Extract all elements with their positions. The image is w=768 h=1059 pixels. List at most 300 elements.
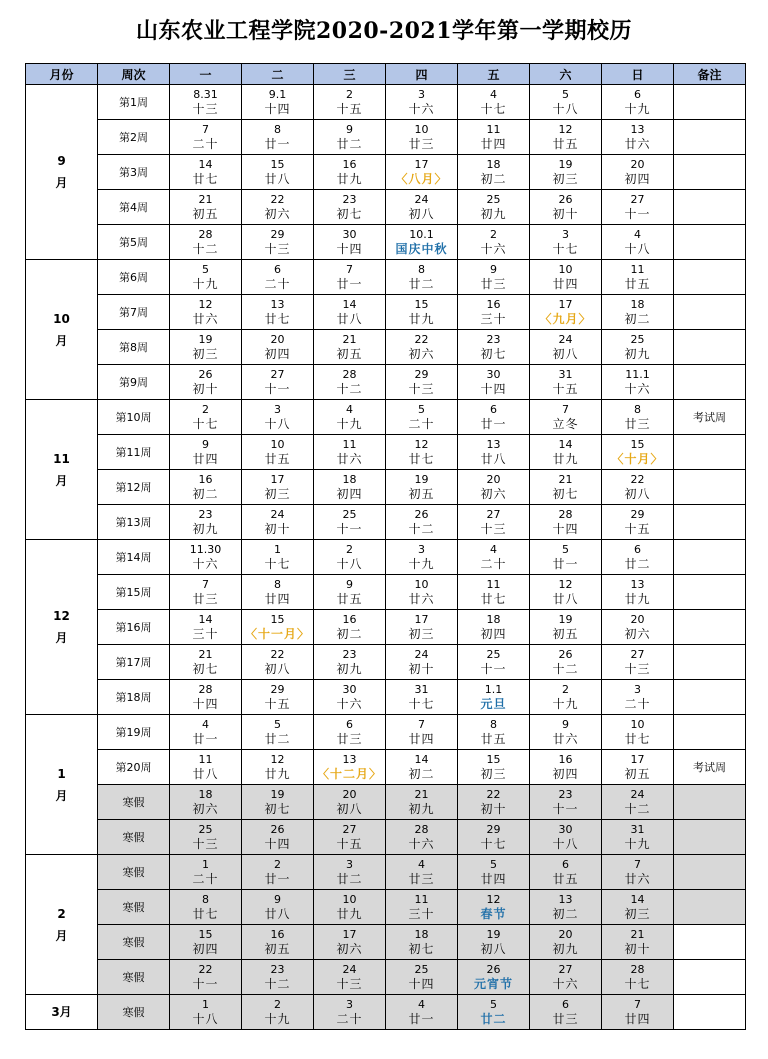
lunar-date: 初九 [624, 347, 651, 361]
day-date: 30 [342, 228, 357, 241]
day-date: 7 [634, 858, 641, 871]
lunar-date: 廿五 [264, 452, 291, 466]
lunar-date: 二十 [408, 417, 435, 431]
note-cell: 考试周 [674, 750, 746, 785]
note-cell [674, 610, 746, 645]
day-date: 19 [558, 613, 573, 626]
lunar-date: 廿四 [552, 277, 579, 291]
day-cell [602, 995, 674, 1030]
day-date: 26 [558, 193, 573, 206]
month-label: 10 [53, 311, 70, 326]
lunar-date: 初五 [192, 207, 219, 221]
lunar-date: 廿三 [624, 417, 651, 431]
lunar-date: 廿五 [480, 732, 507, 746]
day-date: 31 [630, 823, 645, 836]
day-cell [458, 540, 530, 575]
day-cell [530, 855, 602, 890]
day-cell [530, 155, 602, 190]
lunar-date: 廿六 [192, 312, 219, 326]
week-label: 第13周 [98, 505, 170, 540]
day-cell [530, 330, 602, 365]
day-cell [314, 925, 386, 960]
lunar-date: 十九 [336, 417, 363, 431]
week-row [26, 295, 746, 330]
festival-label: 国庆中秋 [395, 242, 448, 256]
day-date: 19 [414, 473, 429, 486]
lunar-date: 初五 [624, 767, 651, 781]
day-date: 7 [202, 123, 209, 136]
note-cell [674, 85, 746, 120]
day-date: 9 [202, 438, 209, 451]
day-date: 18 [486, 158, 501, 171]
day-cell [242, 890, 314, 925]
lunar-date: 初七 [408, 942, 435, 956]
lunar-date: 十二 [624, 802, 651, 816]
day-cell [530, 190, 602, 225]
lunar-date: 廿七 [408, 452, 435, 466]
day-date: 30 [342, 683, 357, 696]
day-cell [170, 680, 242, 715]
day-cell [242, 365, 314, 400]
lunar-date: 三十 [480, 312, 507, 326]
day-date: 15 [270, 613, 285, 626]
day-cell [242, 260, 314, 295]
lunar-date: 十二 [408, 522, 435, 536]
lunar-date: 廿三 [192, 592, 219, 606]
header-thu: 四 [386, 64, 458, 85]
day-date: 19 [558, 158, 573, 171]
day-cell [386, 750, 458, 785]
day-date: 8.31 [193, 88, 218, 101]
lunar-date: 初四 [192, 942, 219, 956]
day-date: 2 [274, 858, 281, 871]
lunar-date: 廿七 [480, 592, 507, 606]
day-cell [314, 855, 386, 890]
day-cell [170, 540, 242, 575]
day-date: 14 [198, 613, 213, 626]
week-row [26, 855, 746, 890]
day-cell [458, 890, 530, 925]
day-date: 29 [486, 823, 501, 836]
note-cell [674, 715, 746, 750]
day-cell [314, 400, 386, 435]
day-date: 10 [414, 123, 429, 136]
lunar-date: 二十 [480, 557, 507, 571]
lunar-date: 十一 [192, 977, 219, 991]
month-cell [26, 715, 98, 855]
day-date: 15 [198, 928, 213, 941]
day-cell [458, 960, 530, 995]
day-cell [170, 330, 242, 365]
lunar-date: 十一 [336, 522, 363, 536]
day-cell [242, 435, 314, 470]
day-date: 26 [558, 648, 573, 661]
lunar-date: 十七 [408, 697, 435, 711]
day-date: 12 [414, 438, 429, 451]
month-label: 月 [55, 333, 68, 348]
day-date: 4 [418, 998, 425, 1011]
day-cell [602, 785, 674, 820]
lunar-date: 十七 [624, 977, 651, 991]
day-date: 23 [486, 333, 501, 346]
day-cell [458, 995, 530, 1030]
lunar-month-label: 〈十二月〉 [316, 767, 382, 781]
month-label: 月 [55, 928, 68, 943]
day-date: 18 [630, 298, 645, 311]
day-date: 17 [630, 753, 645, 766]
month-label: 月 [55, 176, 68, 190]
lunar-date: 初三 [192, 347, 219, 361]
day-cell [458, 260, 530, 295]
lunar-date: 十四 [264, 837, 291, 851]
lunar-date: 十三 [264, 242, 291, 256]
week-label: 第18周 [98, 680, 170, 715]
day-date: 11 [486, 578, 501, 591]
note-cell [674, 225, 746, 260]
lunar-date: 廿四 [480, 872, 507, 886]
week-row [26, 610, 746, 645]
day-date: 9 [346, 123, 353, 136]
day-date: 27 [342, 823, 357, 836]
day-date: 6 [562, 998, 569, 1011]
day-cell [458, 365, 530, 400]
lunar-date: 十六 [624, 382, 651, 396]
lunar-date: 二十 [624, 697, 651, 711]
day-date: 10 [342, 893, 357, 906]
lunar-date: 初三 [480, 767, 507, 781]
week-label: 第10周 [98, 400, 170, 435]
day-cell [602, 365, 674, 400]
lunar-date: 十三 [624, 662, 651, 676]
lunar-date: 初八 [336, 802, 363, 816]
day-cell [386, 855, 458, 890]
day-cell [530, 680, 602, 715]
lunar-date: 十九 [408, 557, 435, 571]
day-cell [458, 505, 530, 540]
day-cell [242, 225, 314, 260]
lunar-date: 廿八 [336, 312, 363, 326]
day-cell [530, 575, 602, 610]
day-date: 6 [346, 718, 353, 731]
day-date: 3 [346, 858, 353, 871]
day-cell [386, 120, 458, 155]
day-cell [170, 890, 242, 925]
day-date: 2 [346, 88, 353, 101]
week-label: 第11周 [98, 435, 170, 470]
lunar-date: 廿七 [192, 172, 219, 186]
day-cell [602, 575, 674, 610]
note-cell [674, 540, 746, 575]
day-date: 20 [558, 928, 573, 941]
header-month: 月份 [26, 64, 98, 85]
week-row [26, 120, 746, 155]
day-cell [386, 715, 458, 750]
day-date: 8 [202, 893, 209, 906]
lunar-date: 十六 [192, 557, 219, 571]
week-row [26, 400, 746, 435]
day-cell [170, 260, 242, 295]
day-date: 23 [270, 963, 285, 976]
day-date: 9.1 [268, 88, 287, 101]
page-title: 山东农业工程学院2020-2021学年第一学期校历 [135, 18, 633, 44]
day-cell [314, 470, 386, 505]
week-row [26, 925, 746, 960]
note-cell [674, 960, 746, 995]
day-date: 20 [630, 613, 645, 626]
day-date: 3 [634, 683, 641, 696]
day-date: 27 [558, 963, 573, 976]
day-cell [314, 540, 386, 575]
week-label: 第5周 [98, 225, 170, 260]
day-cell [170, 120, 242, 155]
day-cell [458, 120, 530, 155]
day-cell [170, 820, 242, 855]
lunar-date: 廿九 [264, 767, 291, 781]
day-cell [242, 575, 314, 610]
header-note: 备注 [674, 64, 746, 85]
day-cell [458, 295, 530, 330]
lunar-date: 廿八 [192, 767, 219, 781]
day-cell [458, 225, 530, 260]
day-date: 1 [274, 543, 281, 556]
week-row [26, 155, 746, 190]
week-label: 第20周 [98, 750, 170, 785]
day-cell [602, 645, 674, 680]
day-date: 22 [414, 333, 429, 346]
day-cell [458, 610, 530, 645]
day-date: 24 [270, 508, 285, 521]
week-row [26, 330, 746, 365]
day-cell [242, 750, 314, 785]
lunar-date: 三十 [408, 907, 435, 921]
lunar-date: 初四 [480, 627, 507, 641]
day-cell [386, 785, 458, 820]
lunar-date: 十二 [552, 662, 579, 676]
day-cell [170, 435, 242, 470]
lunar-date: 初四 [336, 487, 363, 501]
lunar-date: 十四 [552, 522, 579, 536]
day-date: 28 [630, 963, 645, 976]
day-cell [386, 680, 458, 715]
day-date: 10 [414, 578, 429, 591]
lunar-date: 十二 [264, 977, 291, 991]
day-cell [242, 680, 314, 715]
day-date: 30 [486, 368, 501, 381]
day-cell [242, 715, 314, 750]
lunar-date: 廿七 [192, 907, 219, 921]
week-label: 第9周 [98, 365, 170, 400]
lunar-month-label: 〈十一月〉 [244, 627, 310, 641]
lunar-date: 廿五 [552, 872, 579, 886]
header-sun: 日 [602, 64, 674, 85]
day-date: 25 [486, 193, 501, 206]
day-date: 7 [634, 998, 641, 1011]
lunar-date: 廿六 [624, 872, 651, 886]
day-date: 9 [346, 578, 353, 591]
day-cell [602, 610, 674, 645]
day-date: 12 [558, 123, 573, 136]
lunar-date: 廿九 [408, 312, 435, 326]
day-cell [170, 575, 242, 610]
day-date: 27 [270, 368, 285, 381]
lunar-date: 初二 [552, 907, 579, 921]
day-date: 28 [198, 683, 213, 696]
week-row [26, 785, 746, 820]
note-cell [674, 680, 746, 715]
lunar-date: 十六 [336, 697, 363, 711]
lunar-date: 初六 [336, 942, 363, 956]
lunar-date: 十九 [624, 837, 651, 851]
week-label: 寒假 [98, 855, 170, 890]
day-date: 12 [198, 298, 213, 311]
calendar-body [26, 85, 746, 1030]
day-date: 21 [198, 648, 213, 661]
day-cell [314, 715, 386, 750]
day-date: 27 [486, 508, 501, 521]
day-date: 8 [274, 578, 281, 591]
day-date: 25 [198, 823, 213, 836]
day-cell [530, 820, 602, 855]
note-cell [674, 190, 746, 225]
week-label: 第8周 [98, 330, 170, 365]
note-cell [674, 120, 746, 155]
day-date: 1 [202, 858, 209, 871]
lunar-date: 十五 [264, 697, 291, 711]
day-cell [170, 190, 242, 225]
day-cell [602, 470, 674, 505]
lunar-date: 十三 [480, 522, 507, 536]
day-cell [170, 645, 242, 680]
day-cell [170, 470, 242, 505]
month-label: 月 [55, 631, 68, 645]
lunar-date: 十五 [624, 522, 651, 536]
day-date: 13 [342, 753, 357, 766]
day-cell [602, 295, 674, 330]
lunar-date: 初七 [264, 802, 291, 816]
day-cell [386, 400, 458, 435]
day-date: 18 [414, 928, 429, 941]
day-cell [314, 365, 386, 400]
lunar-date: 十四 [192, 697, 219, 711]
day-date: 15 [270, 158, 285, 171]
day-cell [170, 610, 242, 645]
day-cell [314, 85, 386, 120]
day-date: 27 [630, 193, 645, 206]
day-cell [530, 400, 602, 435]
day-cell [314, 330, 386, 365]
lunar-date: 十三 [192, 102, 219, 116]
lunar-date: 十九 [264, 1012, 291, 1026]
day-cell [458, 855, 530, 890]
day-date: 16 [342, 613, 357, 626]
lunar-date: 十八 [192, 1012, 219, 1026]
day-date: 4 [490, 543, 497, 556]
day-cell [386, 890, 458, 925]
lunar-date: 十四 [264, 102, 291, 116]
day-date: 27 [630, 648, 645, 661]
day-date: 13 [270, 298, 285, 311]
lunar-date: 十三 [336, 977, 363, 991]
day-cell [530, 715, 602, 750]
day-date: 9 [490, 263, 497, 276]
week-row [26, 190, 746, 225]
day-cell [170, 505, 242, 540]
note-cell [674, 995, 746, 1030]
week-row [26, 505, 746, 540]
day-date: 12 [486, 893, 501, 906]
day-cell [602, 505, 674, 540]
lunar-date: 十八 [624, 242, 651, 256]
day-date: 11 [198, 753, 213, 766]
day-date: 14 [558, 438, 573, 451]
day-date: 25 [342, 508, 357, 521]
week-label: 寒假 [98, 925, 170, 960]
day-cell [386, 995, 458, 1030]
lunar-date: 初五 [552, 627, 579, 641]
day-date: 24 [414, 193, 429, 206]
lunar-date: 廿八 [480, 452, 507, 466]
day-date: 16 [342, 158, 357, 171]
day-date: 11.1 [625, 368, 650, 381]
day-cell [170, 155, 242, 190]
day-cell [458, 715, 530, 750]
lunar-date: 廿二 [624, 557, 651, 571]
week-label: 第14周 [98, 540, 170, 575]
day-cell [314, 120, 386, 155]
week-label: 第3周 [98, 155, 170, 190]
lunar-date: 初二 [480, 172, 507, 186]
day-date: 16 [558, 753, 573, 766]
day-cell [530, 610, 602, 645]
day-cell [170, 365, 242, 400]
day-date: 9 [562, 718, 569, 731]
day-cell [602, 855, 674, 890]
week-row [26, 750, 746, 785]
day-date: 24 [342, 963, 357, 976]
day-date: 22 [270, 193, 285, 206]
day-date: 11 [414, 893, 429, 906]
week-label: 寒假 [98, 820, 170, 855]
day-cell [170, 925, 242, 960]
day-date: 13 [558, 893, 573, 906]
lunar-date: 廿四 [480, 137, 507, 151]
day-cell [458, 575, 530, 610]
day-date: 4 [418, 858, 425, 871]
day-date: 22 [198, 963, 213, 976]
day-cell [242, 190, 314, 225]
lunar-date: 初八 [480, 942, 507, 956]
lunar-date: 初六 [264, 207, 291, 221]
lunar-date: 初九 [552, 942, 579, 956]
lunar-date: 二十 [192, 137, 219, 151]
week-row [26, 365, 746, 400]
day-date: 5 [418, 403, 425, 416]
day-cell [458, 820, 530, 855]
day-date: 17 [342, 928, 357, 941]
day-cell [386, 85, 458, 120]
month-cell [26, 85, 98, 260]
lunar-date: 初六 [624, 627, 651, 641]
day-cell [458, 645, 530, 680]
lunar-date: 初十 [192, 382, 219, 396]
lunar-date: 初九 [408, 802, 435, 816]
day-cell [242, 295, 314, 330]
month-label: 3月 [51, 1005, 72, 1019]
day-date: 21 [198, 193, 213, 206]
day-date: 13 [630, 123, 645, 136]
day-cell [602, 750, 674, 785]
day-date: 20 [630, 158, 645, 171]
